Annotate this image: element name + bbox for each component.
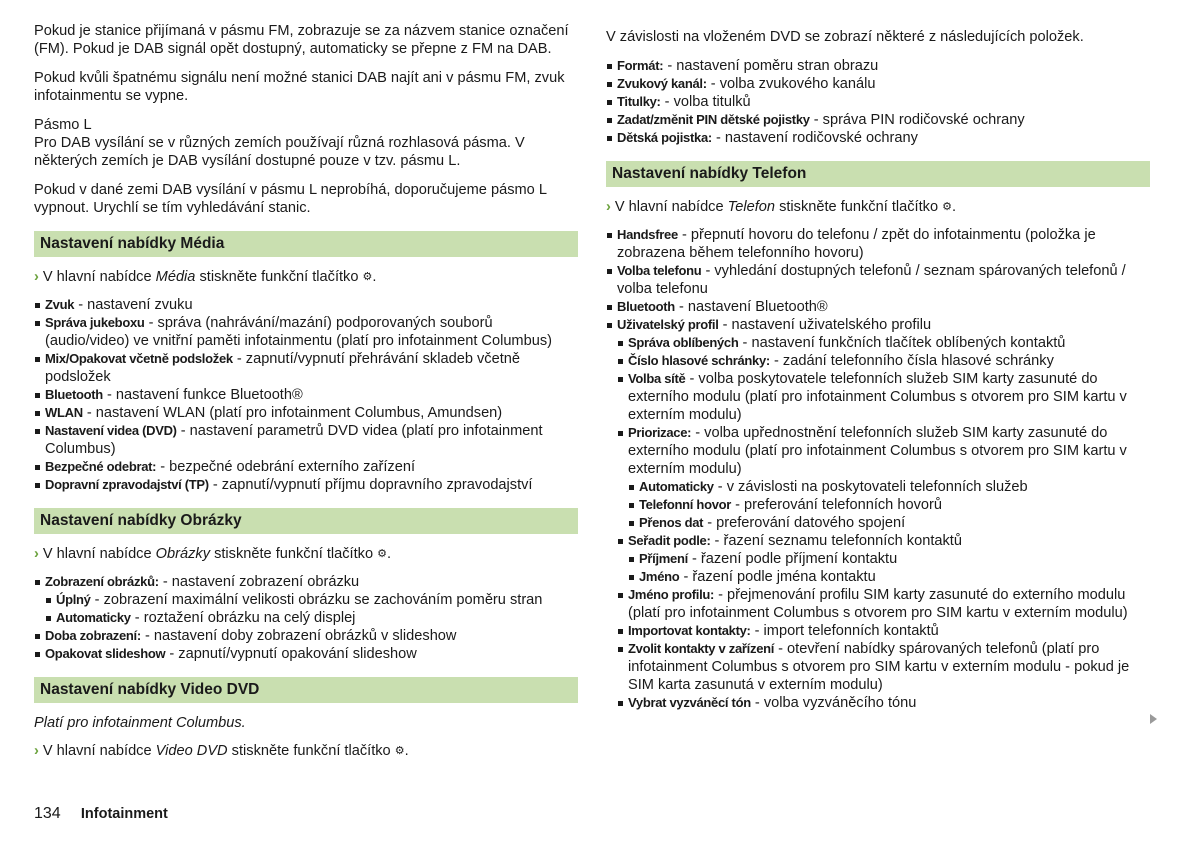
section-heading-media: Nastavení nabídky Média (34, 231, 578, 257)
list-item-term: Zvolit kontakty v zařízení (628, 641, 775, 656)
section-heading-phone: Nastavení nabídky Telefon (606, 161, 1150, 187)
list-item (34, 645, 578, 663)
list-item-description: - volba vyzváněcího tónu (750, 695, 917, 711)
list-item-term: Přenos dat (639, 515, 704, 530)
band-l-heading: Pásmo L (34, 117, 92, 133)
list-item-description: - nastavení WLAN (platí pro infotainment Columbus, Amundsen) (82, 405, 503, 421)
list-item (606, 93, 1150, 111)
list-item (606, 129, 1150, 147)
list-item-term: Správa jukeboxu (45, 315, 145, 330)
list-item-term: Doba zobrazení: (45, 628, 141, 643)
list-item-description: - volba poskytovatele telefonních služeb SIM karty zasunuté do externího modulu (platí pro infotainment Columbus s otvorem pro SIM kartu v externím modulu) (628, 371, 1127, 423)
list-item-term: Číslo hlasové schránky: (628, 353, 770, 368)
list-item (628, 496, 1150, 514)
list-item (34, 314, 578, 350)
instruction-arrow-icon: › (34, 743, 39, 759)
pictures-settings-list (34, 573, 578, 663)
list-item (617, 694, 1150, 712)
list-item-description: - řazení podle příjmení kontaktu (687, 551, 898, 567)
list-item-description: - nastavení funkčních tlačítek oblíbených kontaktů (738, 335, 1066, 351)
list-item (606, 226, 1150, 262)
list-item-term: Zvukový kanál: (617, 76, 707, 91)
list-item (34, 458, 578, 476)
function-button-icon: ⚙ (394, 745, 405, 757)
list-item-description: - správa (nahrávání/mazání) podporovaných souborů (audio/video) ve vnitřní paměti infotainmentu (platí pro infotainment Columbus) (45, 315, 552, 349)
list-item-description: - nastavení poměru stran obrazu (663, 58, 879, 74)
list-item (34, 296, 578, 314)
list-item-description: - zapnutí/vypnutí příjmu dopravního zpravodajství (208, 477, 533, 493)
function-button-icon: ⚙ (362, 271, 373, 283)
list-item-description: - nastavení Bluetooth® (674, 299, 828, 315)
list-item (34, 386, 578, 404)
list-item-description: - v závislosti na poskytovateli telefonních služeb (713, 479, 1028, 495)
list-item-term: Mix/Opakovat včetně podsložek (45, 351, 233, 366)
footer-section-title: Infotainment (80, 806, 168, 822)
list-item-term: Handsfree (617, 227, 678, 242)
paragraph-fm-fallback: Pokud je stanice přijímaná v pásmu FM, zobrazuje se za názvem stanice označení (FM). Pokud je DAB signál opět dostupný, automaticky se přepne z FM na DAB. (34, 23, 569, 57)
page-footer (34, 805, 168, 823)
list-item-term: Priorizace: (628, 425, 692, 440)
list-item-term: Nastavení videa (DVD) (45, 423, 177, 438)
paragraph-signal-loss: Pokud kvůli špatnému signálu není možné stanici DAB najít ani v pásmu FM, zvuk infotainmentu se vypne. (34, 70, 565, 104)
list-item-description: - volba titulků (660, 94, 751, 110)
list-item-term: Formát: (617, 58, 664, 73)
list-item-term: Volba sítě (628, 371, 686, 386)
instruction-arrow-icon: › (34, 269, 39, 285)
list-item (606, 316, 1150, 334)
list-item-term: Zvuk (45, 297, 75, 312)
continue-arrow-icon (1150, 714, 1157, 724)
list-item-term: Bluetooth (617, 299, 675, 314)
instruction-phone: › V hlavní nabídce Telefon stiskněte funkční tlačítko ⚙. (606, 199, 957, 215)
left-column (34, 22, 578, 770)
list-item-term: Dopravní zpravodajství (TP) (45, 477, 209, 492)
list-item (617, 352, 1150, 370)
list-item (45, 609, 578, 627)
list-item-description: - přepnutí hovoru do telefonu / zpět do infotainmentu (položka je zobrazena během telefonního hovoru) (617, 227, 1096, 261)
list-item-term: Jméno (639, 569, 680, 584)
list-item-description: - zobrazení maximální velikosti obrázku se zachováním poměru stran (90, 592, 543, 608)
dvd-intro: V závislosti na vloženém DVD se zobrazí některé z následujících položek. (606, 29, 1084, 45)
list-item-term: Seřadit podle: (628, 533, 711, 548)
list-item (628, 514, 1150, 532)
right-column (606, 28, 1150, 712)
function-button-icon: ⚙ (942, 201, 953, 213)
list-item (628, 550, 1150, 568)
list-item-term: Automaticky (639, 479, 714, 494)
list-item-description: - nastavení doby zobrazení obrázků v slideshow (140, 628, 457, 644)
list-item-term: Importovat kontakty: (628, 623, 751, 638)
dvd-settings-list (606, 57, 1150, 147)
list-item (628, 478, 1150, 496)
list-item (617, 334, 1150, 352)
list-item-description: - bezpečné odebrání externího zařízení (156, 459, 415, 475)
list-item-term: Dětská pojistka: (617, 130, 712, 145)
instruction-media: › V hlavní nabídce Média stiskněte funkční tlačítko ⚙. (34, 269, 377, 285)
list-item-term: Automaticky (56, 610, 131, 625)
list-item-term: WLAN (45, 405, 83, 420)
list-item-term: Bluetooth (45, 387, 103, 402)
list-item-description: - správa PIN rodičovské ochrany (809, 112, 1025, 128)
list-item-description: - import telefonních kontaktů (750, 623, 939, 639)
list-item-description: - preferování datového spojení (703, 515, 906, 531)
instruction-arrow-icon: › (606, 199, 611, 215)
list-item-term: Zadat/změnit PIN dětské pojistky (617, 112, 810, 127)
section-heading-video-dvd: Nastavení nabídky Video DVD (34, 677, 578, 703)
phone-settings-list (606, 226, 1150, 712)
instruction-video-dvd: › V hlavní nabídce Video DVD stiskněte funkční tlačítko ⚙. (34, 743, 409, 759)
list-item-term: Správa oblíbených (628, 335, 739, 350)
list-item (606, 298, 1150, 316)
list-item (617, 532, 1150, 550)
function-button-icon: ⚙ (377, 548, 388, 560)
list-item-description: - zapnutí/vypnutí přehrávání skladeb včetně podsložek (45, 351, 520, 385)
list-item (617, 622, 1150, 640)
list-item (34, 422, 578, 458)
instruction-pictures: › V hlavní nabídce Obrázky stiskněte funkční tlačítko ⚙. (34, 546, 392, 562)
list-item-description: - roztažení obrázku na celý displej (130, 610, 356, 626)
list-item-term: Titulky: (617, 94, 661, 109)
list-item-term: Opakovat slideshow (45, 646, 166, 661)
list-item-description: - otevření nabídky spárovaných telefonů (platí pro infotainment Columbus s otvorem pro SIM kartu v externím modulu - pokud je SIM karta zasunutá v externím modulu) (628, 641, 1130, 693)
list-item (606, 262, 1150, 298)
list-item (34, 404, 578, 422)
instruction-arrow-icon: › (34, 546, 39, 562)
section-heading-pictures: Nastavení nabídky Obrázky (34, 508, 578, 534)
list-item-description: - zapnutí/vypnutí opakování slideshow (165, 646, 417, 662)
list-item-term: Jméno profilu: (628, 587, 715, 602)
list-item-description: - zadání telefonního čísla hlasové schránky (769, 353, 1054, 369)
list-item (628, 568, 1150, 586)
list-item (606, 75, 1150, 93)
list-item-description: - nastavení rodičovské ochrany (711, 130, 918, 146)
list-item-description: - řazení seznamu telefonních kontaktů (710, 533, 962, 549)
list-item (34, 476, 578, 494)
list-item-description: - přejmenování profilu SIM karty zasunuté do externího modulu (platí pro infotainment Columbus s otvorem pro SIM kartu v externím modulu) (628, 587, 1128, 621)
list-item-description: - vyhledání dostupných telefonů / seznam spárovaných telefonů / volba telefonu (617, 263, 1126, 297)
list-item-term: Telefonní hovor (639, 497, 732, 512)
list-item (45, 591, 578, 609)
video-dvd-note: Platí pro infotainment Columbus. (34, 715, 246, 731)
list-item-description: - nastavení funkce Bluetooth® (102, 387, 303, 403)
paragraph-band-l-off: Pokud v dané zemi DAB vysílání v pásmu L neprobíhá, doporučujeme pásmo L vypnout. Urychlí se tím vyhledávání stanic. (34, 182, 547, 216)
list-item (34, 627, 578, 645)
list-item (617, 370, 1150, 424)
paragraph-band-l: Pro DAB vysílání se v různých zemích používají různá rozhlasová pásma. V některých zemích je DAB vysílání dostupné pouze v tzv. pásmu L. (34, 135, 525, 169)
list-item (617, 424, 1150, 478)
list-item (606, 57, 1150, 75)
list-item-description: - nastavení zvuku (74, 297, 193, 313)
list-item (617, 586, 1150, 622)
list-item-term: Bezpečné odebrat: (45, 459, 157, 474)
list-item (34, 350, 578, 386)
list-item-description: - nastavení uživatelského profilu (718, 317, 932, 333)
list-item-description: - nastavení parametrů DVD videa (platí pro infotainment Columbus) (45, 423, 543, 457)
list-item-description: - nastavení zobrazení obrázku (158, 574, 360, 590)
list-item-description: - volba upřednostnění telefonních služeb SIM karty zasunuté do externího modulu (platí pro infotainment Columbus s otvorem pro SIM kartu v externím modulu) (628, 425, 1127, 477)
list-item (34, 573, 578, 591)
list-item-term: Příjmení (639, 551, 688, 566)
list-item (617, 640, 1150, 694)
list-item-description: - preferování telefonních hovorů (731, 497, 942, 513)
list-item (606, 111, 1150, 129)
list-item-term: Zobrazení obrázků: (45, 574, 159, 589)
list-item-term: Volba telefonu (617, 263, 702, 278)
list-item-term: Uživatelský profil (617, 317, 719, 332)
list-item-term: Úplný (56, 592, 91, 607)
page-number: 134 (34, 805, 61, 822)
media-settings-list (34, 296, 578, 494)
list-item-description: - volba zvukového kanálu (706, 76, 876, 92)
list-item-description: - řazení podle jména kontaktu (679, 569, 876, 585)
list-item-term: Vybrat vyzváněcí tón (628, 695, 751, 710)
